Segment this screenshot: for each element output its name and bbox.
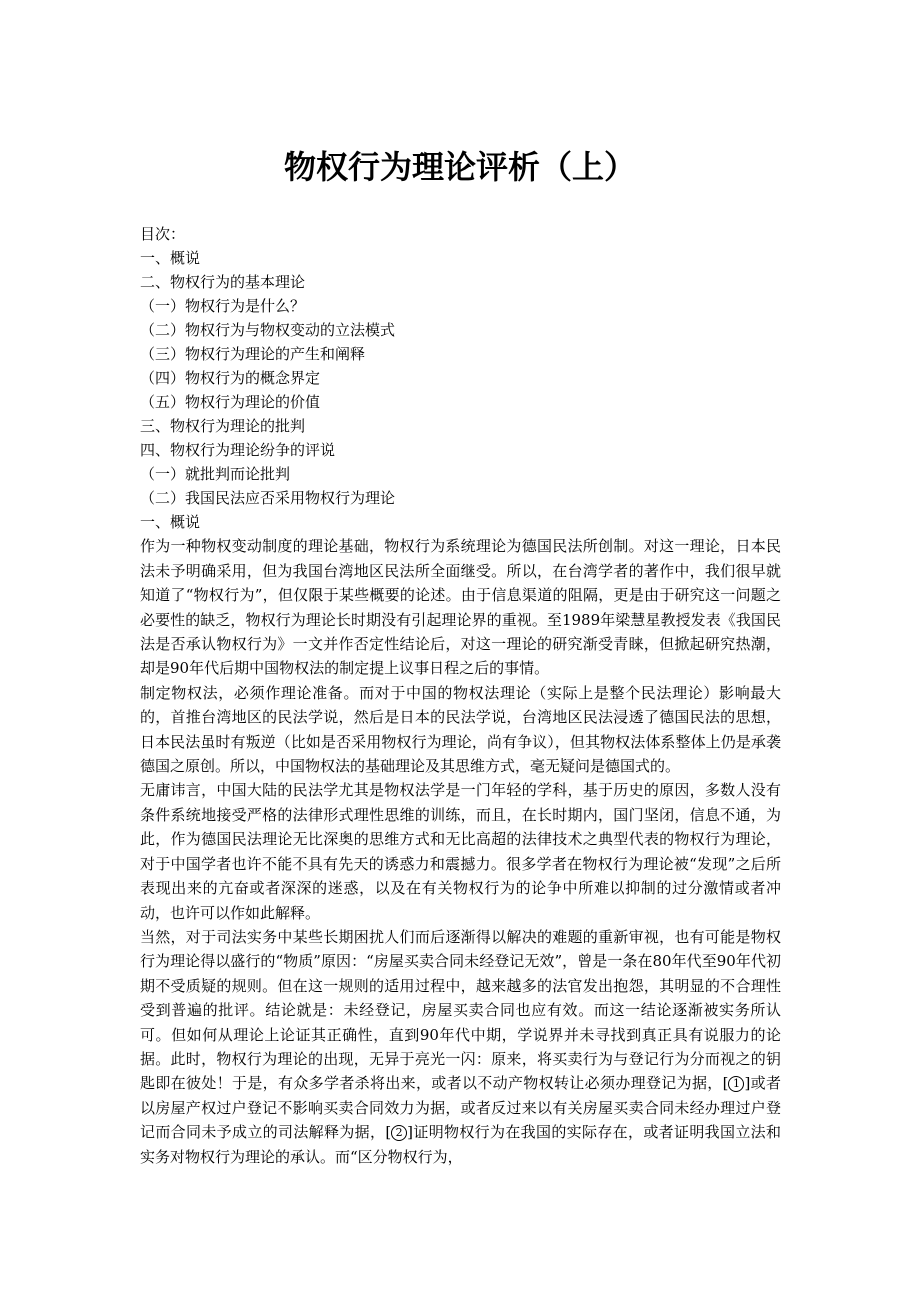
section-heading: 一、概说	[140, 513, 201, 531]
toc-item: （三）物权行为理论的产生和阐释	[140, 345, 366, 363]
toc-item: 二、物权行为的基本理论	[140, 273, 306, 291]
toc-item: 四、物权行为理论纷争的评说	[140, 441, 336, 459]
toc-item: 三、物权行为理论的批判	[140, 417, 306, 435]
document-body	[140, 510, 781, 1169]
toc-item: （五）物权行为理论的价值	[140, 393, 321, 411]
toc-item: 一、概说	[140, 249, 201, 267]
paragraph-text: ]证明物权行为在我国的实际存在，或者证明我国立法和实务对物权行为理论的承认。而“区分物权行为，	[140, 1123, 781, 1166]
paragraph-text: 当然，对于司法实务中某些长期困扰人们而后逐渐得以解决的难题的重新审视，也有可能是物权行为理论得以盛行的“物质”原因：“房屋买卖合同未经登记无效”，曾是一条在80年代至90年代初期不受质疑的规则。但在这一规则的适用过程中，越来越多的法官发出抱怨，其明显的不合理性受到普遍的批评。结论就是：未经登记，房屋买卖合同也应有效。而这一结论逐渐被实务所认可。但如何从理论上论证其正确性，直到90年代中期，学说界并未寻找到真正具有说服力的论据。此时，物权行为理论的出现，无异于亮光一闪：原来，将买卖行为与登记行为分而视之的钥匙即在彼处！于是，有众多学者杀将出来，或者以不动产物权转让必须办理登记为据，[	[140, 927, 781, 1093]
toc-item: （二）物权行为与物权变动的立法模式	[140, 321, 396, 339]
toc-item: （一）就批判而论批判	[140, 465, 291, 483]
toc-heading: 目次：	[140, 225, 186, 243]
paragraph	[140, 925, 781, 1169]
toc-item: （二）我国民法应否采用物权行为理论	[140, 489, 396, 507]
paragraph: 制定物权法，必须作理论准备。而对于中国的物权法理论（实际上是整个民法理论）影响最大的，首推台湾地区的民法学说，然后是日本的民法学说，台湾地区民法浸透了德国民法的思想，日本民法虽时有叛逆（比如是否采用物权行为理论，尚有争议），但其物权法体系整体上仍是承袭德国之原创。所以，中国物权法的基础理论及其思维方式，毫无疑问是德国式的。	[140, 683, 781, 776]
toc-item: （一）物权行为是什么？	[140, 297, 306, 315]
document-title: 物权行为理论评析（上）	[283, 148, 636, 186]
footnote-marker-2[interactable]: 2	[391, 1125, 407, 1141]
table-of-contents	[140, 222, 790, 510]
paragraph: 作为一种物权变动制度的理论基础，物权行为系统理论为德国民法所创制。对这一理论，日本民法未予明确采用，但为我国台湾地区民法所全面继受。所以，在台湾学者的著作中，我们很早就知道了“物权行为”，但仅限于某些概要的论述。由于信息渠道的阻隔，更是由于研究这一问题之必要性的缺乏，物权行为理论长时期没有引起理论界的重视。至1989年梁慧星教授发表《我国民法是否承认物权行为》一文并作否定性结论后，对这一理论的研究渐受青睐，但掀起研究热潮，却是90年代后期中国物权法的制定提上议事日程之后的事情。	[140, 537, 781, 678]
paragraph-text: ]或者以房屋产权过户登记不影响买卖合同效力为据，或者反过来以有关房屋买卖合同未经办理过户登记而合同未予成立的司法解释为据，[	[140, 1074, 782, 1142]
paragraph: 无庸讳言，中国大陆的民法学尤其是物权法学是一门年轻的学科，基于历史的原因，多数人没有条件系统地接受严格的法律形式理性思维的训练，而且，在长时期内，国门坚闭，信息不通，为此，作为德国民法理论无比深奥的思维方式和无比高超的法律技术之典型代表的物权行为理论，对于中国学者也许不能不具有先天的诱惑力和震撼力。很多学者在物权行为理论被“发现”之后所表现出来的亢奋或者深深的迷惑，以及在有关物权行为的论争中所难以抑制的过分激情或者冲动，也许可以作如此解释。	[140, 781, 781, 922]
toc-item: （四）物权行为的概念界定	[140, 369, 321, 387]
footnote-marker-1[interactable]: 1	[728, 1076, 744, 1092]
